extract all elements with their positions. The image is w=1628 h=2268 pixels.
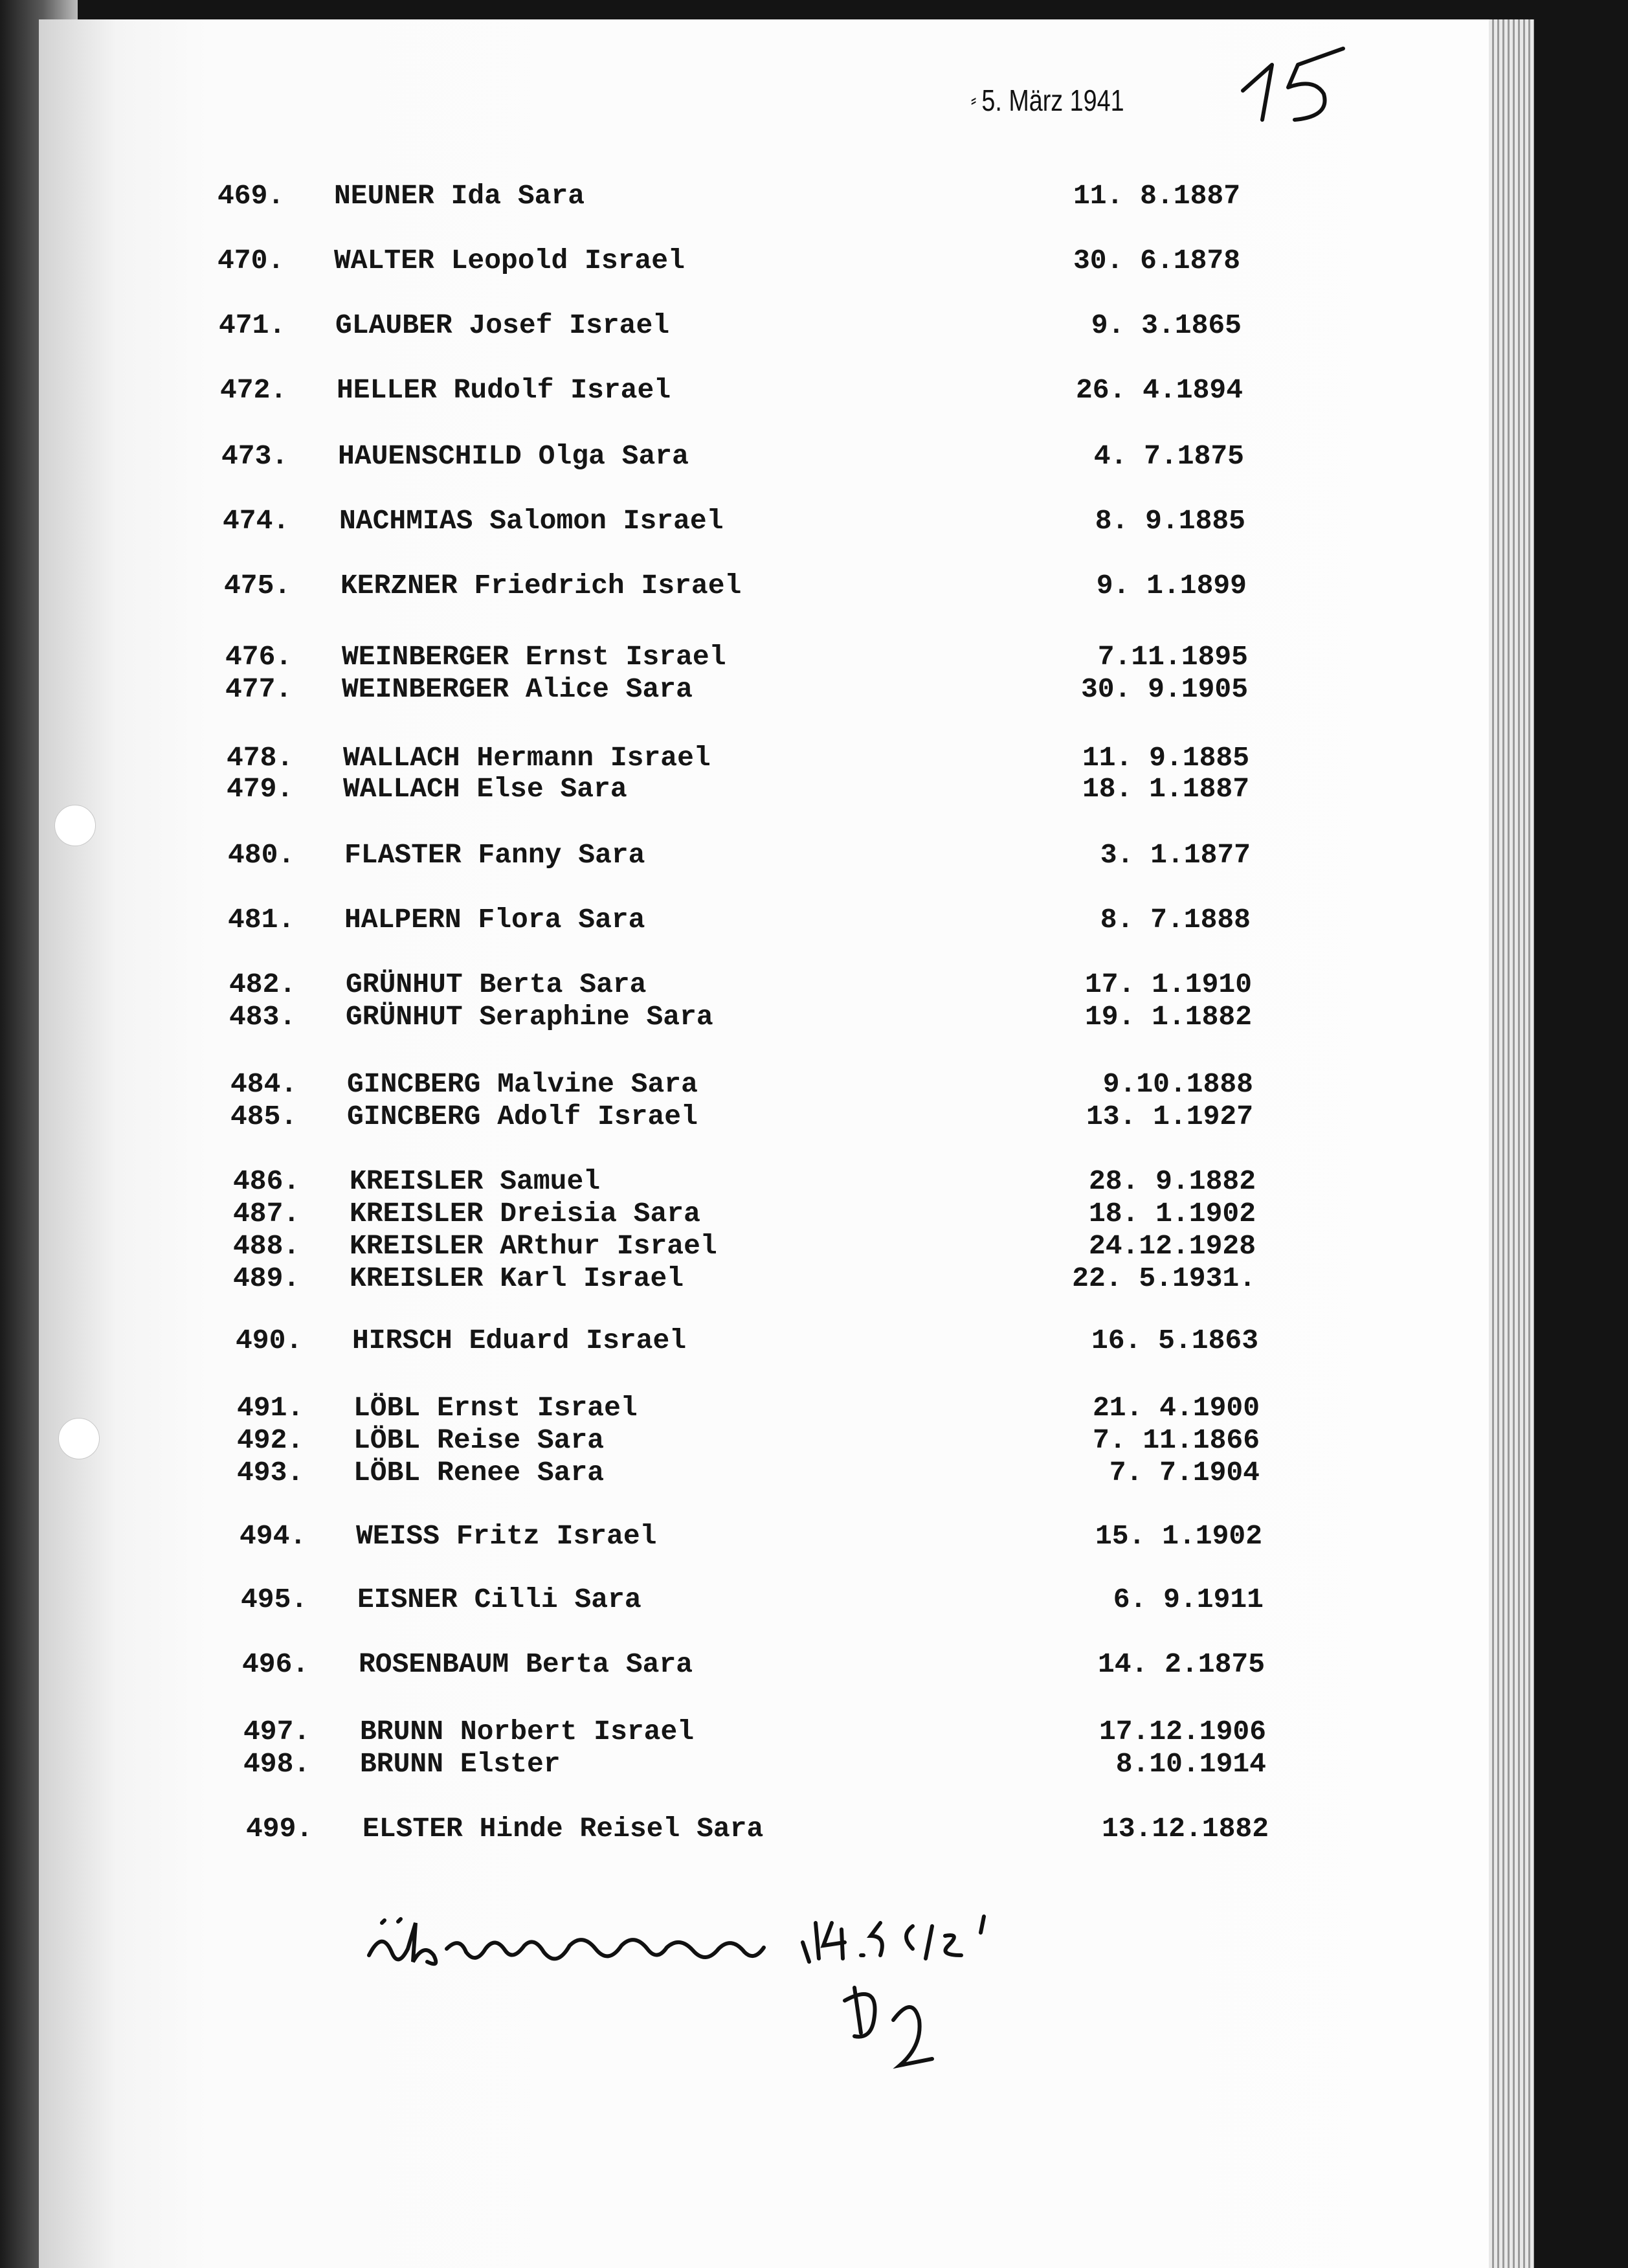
entry-birthdate: 13. 1.1927	[1086, 1101, 1253, 1132]
entry-birthdate: 7. 7.1904	[1109, 1457, 1260, 1488]
entry-name: NEUNER Ida Sara	[334, 180, 585, 212]
entry-number: 479.	[227, 773, 294, 805]
entry-number: 481.	[228, 904, 295, 936]
entry-birthdate: 3. 1.1877	[1100, 839, 1251, 871]
entry-number: 498.	[243, 1748, 311, 1780]
entry-number: 494.	[240, 1520, 307, 1552]
entry-number: 473.	[221, 440, 289, 472]
entry-birthdate: 7.11.1895	[1097, 641, 1248, 673]
entry-number: 491.	[237, 1392, 304, 1424]
entry-number: 497.	[243, 1716, 311, 1747]
entry-name: NACHMIAS Salomon Israel	[339, 505, 724, 537]
entry-birthdate: 4. 7.1875	[1093, 440, 1244, 472]
entry-number: 480.	[228, 839, 295, 871]
entry-number: 499.	[246, 1813, 313, 1845]
entry-name: WEINBERGER Alice Sara	[342, 673, 693, 705]
entry-birthdate: 9.10.1888	[1102, 1068, 1253, 1100]
entry-name: ELSTER Hinde Reisel Sara	[362, 1813, 764, 1845]
entry-name: GINCBERG Adolf Israel	[347, 1101, 698, 1132]
entry-name: BRUNN Elster	[360, 1748, 561, 1780]
entry-number: 482.	[229, 969, 296, 1000]
entry-birthdate: 13.12.1882	[1101, 1813, 1269, 1845]
entry-birthdate: 21. 4.1900	[1092, 1392, 1260, 1424]
entry-number: 476.	[225, 641, 293, 673]
entry-number: 469.	[217, 180, 285, 212]
entry-number: 477.	[225, 673, 293, 705]
entry-number: 493.	[237, 1457, 304, 1488]
entry-birthdate: 7. 11.1866	[1092, 1424, 1260, 1456]
entry-birthdate: 22. 5.1931.	[1072, 1263, 1256, 1294]
entry-number: 492.	[237, 1424, 304, 1456]
entry-number: 486.	[233, 1165, 300, 1197]
stamp-mark-icon: ⸗	[971, 89, 977, 111]
entry-name: KREISLER Karl Israel	[350, 1263, 684, 1294]
stamp-date: 5. März 1941	[981, 84, 1124, 117]
entry-birthdate: 18. 1.1902	[1088, 1198, 1256, 1229]
entry-number: 485.	[230, 1101, 298, 1132]
entry-name: HAUENSCHILD Olga Sara	[338, 440, 689, 472]
entry-name: HALPERN Flora Sara	[344, 904, 645, 936]
entry-name: WEISS Fritz Israel	[356, 1520, 657, 1552]
entry-name: GLAUBER Josef Israel	[335, 309, 670, 341]
entry-birthdate: 8.10.1914	[1115, 1748, 1266, 1780]
entry-birthdate: 30. 9.1905	[1080, 673, 1248, 705]
entry-birthdate: 17. 1.1910	[1084, 969, 1252, 1000]
entry-number: 496.	[242, 1648, 309, 1680]
entry-name: LÖBL Reise Sara	[353, 1424, 605, 1456]
entry-birthdate: 26. 4.1894	[1075, 374, 1243, 406]
entry-birthdate: 30. 6.1878	[1073, 245, 1240, 276]
entry-number: 478.	[227, 742, 294, 774]
entry-number: 488.	[233, 1230, 300, 1262]
entry-name: KREISLER ARthur Israel	[350, 1230, 717, 1262]
entry-name: KREISLER Dreisia Sara	[350, 1198, 700, 1229]
entry-birthdate: 11. 8.1887	[1073, 180, 1240, 212]
entry-name: BRUNN Norbert Israel	[360, 1716, 695, 1747]
entry-name: WEINBERGER Ernst Israel	[342, 641, 726, 673]
entry-name: GRÜNHUT Seraphine Sara	[346, 1001, 713, 1033]
entry-number: 489.	[233, 1263, 300, 1294]
entry-number: 471.	[219, 309, 286, 341]
entry-number: 475.	[224, 570, 291, 601]
entry-name: KREISLER Samuel	[350, 1165, 601, 1197]
entry-birthdate: 11. 9.1885	[1082, 742, 1249, 774]
handwritten-annotation	[362, 1897, 1113, 2104]
entry-name: GINCBERG Malvine Sara	[347, 1068, 698, 1100]
entry-number: 484.	[230, 1068, 298, 1100]
entry-birthdate: 6. 9.1911	[1113, 1584, 1264, 1615]
entry-birthdate: 8. 7.1888	[1100, 904, 1251, 936]
entry-number: 472.	[220, 374, 287, 406]
entry-birthdate: 19. 1.1882	[1084, 1001, 1252, 1033]
entry-birthdate: 15. 1.1902	[1095, 1520, 1262, 1552]
entry-birthdate: 9. 3.1865	[1091, 309, 1242, 341]
entry-number: 487.	[233, 1198, 300, 1229]
entry-number: 474.	[223, 505, 290, 537]
entry-number: 483.	[229, 1001, 296, 1033]
entry-name: WALLACH Else Sara	[343, 773, 627, 805]
entry-name: WALTER Leopold Israel	[334, 245, 685, 276]
entry-birthdate: 14. 2.1875	[1097, 1648, 1265, 1680]
entry-birthdate: 9. 1.1899	[1096, 570, 1247, 601]
entry-name: GRÜNHUT Berta Sara	[346, 969, 647, 1000]
entry-name: FLASTER Fanny Sara	[344, 839, 645, 871]
entry-name: EISNER Cilli Sara	[357, 1584, 641, 1615]
entry-birthdate: 8. 9.1885	[1095, 505, 1245, 537]
entry-birthdate: 17.12.1906	[1098, 1716, 1266, 1747]
entry-name: KERZNER Friedrich Israel	[340, 570, 742, 601]
entry-number: 495.	[241, 1584, 308, 1615]
entry-number: 490.	[236, 1325, 303, 1356]
entry-birthdate: 16. 5.1863	[1091, 1325, 1258, 1356]
entry-name: WALLACH Hermann Israel	[343, 742, 711, 774]
entry-name: HIRSCH Eduard Israel	[352, 1325, 687, 1356]
entry-birthdate: 18. 1.1887	[1082, 773, 1249, 805]
entry-name: LÖBL Ernst Israel	[353, 1392, 638, 1424]
entry-name: LÖBL Renee Sara	[353, 1457, 605, 1488]
entry-name: HELLER Rudolf Israel	[337, 374, 671, 406]
entry-name: ROSENBAUM Berta Sara	[359, 1648, 693, 1680]
entry-number: 470.	[217, 245, 285, 276]
entry-birthdate: 24.12.1928	[1088, 1230, 1256, 1262]
entry-birthdate: 28. 9.1882	[1088, 1165, 1256, 1197]
